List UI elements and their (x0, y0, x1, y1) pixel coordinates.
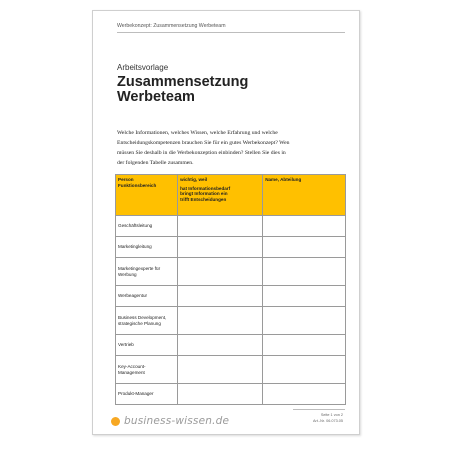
header-text: Funktionsbereich (118, 182, 157, 188)
header-text: Name, Abteilung (265, 177, 302, 182)
document-title (117, 75, 317, 105)
team-table (115, 174, 346, 405)
row-importance-cell[interactable] (178, 286, 263, 307)
table-row (116, 216, 346, 237)
header-text: Person (118, 177, 134, 182)
logo-dot-icon (111, 417, 120, 426)
row-function: Marketingleitung (116, 237, 178, 258)
document-title-line-2: Werbeteam (117, 89, 195, 105)
header-divider (117, 32, 345, 33)
footer-divider (293, 409, 345, 410)
row-name-cell[interactable] (263, 307, 346, 335)
footer-meta (313, 413, 343, 424)
row-function: Marketingexperte für Werbung (116, 258, 178, 286)
table-row (116, 237, 346, 258)
table-row (116, 258, 346, 286)
brand-logo[interactable]: business-wissen.de (124, 415, 230, 427)
table-row (116, 307, 346, 335)
table-row (116, 356, 346, 384)
page-indicator: Seite 1 von 2 (320, 413, 343, 417)
row-name-cell[interactable] (263, 258, 346, 286)
row-function: Key-Account- Management (116, 356, 178, 384)
row-name-cell[interactable] (263, 237, 346, 258)
row-function: Business Development, strategische Planung (116, 307, 178, 335)
row-importance-cell[interactable] (178, 356, 263, 384)
table-header-row (116, 175, 346, 216)
header-text: trifft Entscheidungen (180, 196, 227, 202)
row-function: Geschäftsleitung (116, 216, 178, 237)
row-name-cell[interactable] (263, 335, 346, 356)
document-title-line-1: Zusammensetzung (117, 74, 249, 90)
intro-line: Entscheidungskompetenzen brauchen Sie für ein gutes Werbekonzept? Wen (117, 140, 290, 146)
row-function: Werbeagentur (116, 286, 178, 307)
article-number: Art.-Nr. 06.073.05 (313, 418, 343, 423)
row-importance-cell[interactable] (178, 237, 263, 258)
row-name-cell[interactable] (263, 216, 346, 237)
table-row (116, 286, 346, 307)
header-text: wichtig, weil (180, 177, 208, 182)
running-header: Werbekonzept: Zusammensetzung Werbeteam (117, 23, 226, 29)
table-row (116, 384, 346, 405)
row-importance-cell[interactable] (178, 258, 263, 286)
row-importance-cell[interactable] (178, 216, 263, 237)
row-importance-cell[interactable] (178, 335, 263, 356)
row-name-cell[interactable] (263, 286, 346, 307)
table-row (116, 335, 346, 356)
intro-line: Welche Informationen, welches Wissen, welche Erfahrung und welche (117, 130, 278, 136)
row-function: Produkt-Manager (116, 384, 178, 405)
header-name-department (263, 175, 346, 216)
row-importance-cell[interactable] (178, 307, 263, 335)
document-page (92, 10, 360, 435)
header-importance (178, 175, 263, 216)
intro-line: müssen Sie deshalb in die Werbekonzeption einbinden? Stellen Sie dies in (117, 150, 286, 156)
document-kicker: Arbeitsvorlage (117, 63, 169, 72)
row-function: Vertrieb (116, 335, 178, 356)
header-text: bringt Information ein (180, 191, 228, 197)
header-text: hat Informationsbedarf (180, 185, 231, 191)
intro-paragraph (117, 128, 345, 168)
intro-line: der folgenden Tabelle zusammen. (117, 160, 194, 166)
row-importance-cell[interactable] (178, 384, 263, 405)
row-name-cell[interactable] (263, 384, 346, 405)
row-name-cell[interactable] (263, 356, 346, 384)
header-person-function (116, 175, 178, 216)
